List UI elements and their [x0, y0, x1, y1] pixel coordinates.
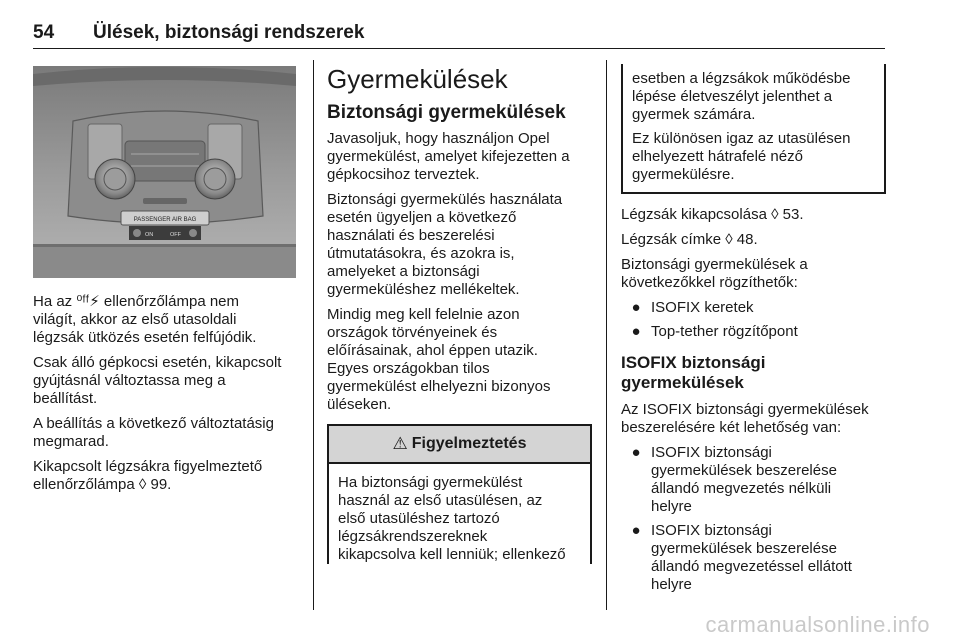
column-1: [33, 66, 298, 501]
paragraph: Javasoljuk, hogy használjon Opel gyermekülést, amelyet kifejezetten a gépkocsihoz terveztek.: [327, 130, 570, 183]
paragraph: esetben a légzsákok működésbe lépése életveszélyt jelenthet a gyermek számára.: [632, 70, 851, 123]
page-title: Ülések, biztonsági rendszerek: [93, 22, 365, 43]
column-divider: [606, 60, 607, 610]
section-heading: Gyermekülések: [327, 64, 508, 94]
list-item: ● ISOFIX keretek: [621, 299, 886, 317]
column-3: [621, 64, 886, 600]
airbag-on-text: ON: [145, 232, 154, 238]
list-item: ● Top-tether rögzítőpont: [621, 323, 886, 341]
paragraph: Ez különösen igaz az utasülésen elhelyezett hátrafelé néző gyermekülésre.: [632, 130, 851, 183]
paragraph: Biztonsági gyermekülések a következőkkel rögzíthetők:: [621, 256, 808, 291]
warning-header: [329, 426, 590, 464]
airbag-off-text: OFF: [170, 232, 181, 238]
dashboard-photo: [33, 66, 296, 278]
cross-reference-link[interactable]: Légzsák címke ◊ 48.: [621, 231, 758, 248]
column-2: [327, 64, 592, 564]
cross-reference-link[interactable]: ellenőrzőlámpa ◊ 99.: [33, 476, 172, 493]
column-divider: [313, 60, 314, 610]
bullet-icon: ●: [631, 522, 641, 539]
page-header: [33, 10, 885, 49]
subsection-heading: ISOFIX biztonsági gyermekülések: [621, 353, 766, 392]
paragraph: Ha az ⁰ᶠᶠ⚡ ellenőrzőlámpa nem világít, akkor az első utasoldali légzsák ütközés esetén felfújódik.: [33, 293, 257, 346]
paragraph: Kikapcsolt légzsákra figyelmeztető ellenőrzőlámpa ◊ 99.: [33, 458, 298, 494]
bullet-icon: ●: [631, 444, 641, 461]
bullet-icon: ●: [631, 323, 641, 340]
bullet-icon: ●: [631, 299, 641, 316]
paragraph: A beállítás a következő változtatásig megmarad.: [33, 415, 274, 450]
list-item: ● ISOFIX biztonsági gyermekülések beszerelése állandó megvezetés nélküli helyre: [621, 444, 886, 516]
list-item: ● ISOFIX biztonsági gyermekülések beszerelése állandó megvezetéssel ellátott helyre: [621, 522, 886, 594]
paragraph: Biztonsági gyermekülés használata esetén ügyeljen a következő használati és beszerelési útmutatásokra, és azokra is, amelyeket a biztonsági gyermeküléshez mellékeltek.: [327, 191, 563, 298]
airbag-label: PASSENGER AIR BAG: [133, 217, 197, 223]
warning-title: Figyelmeztetés: [411, 435, 527, 452]
page-number: 54: [33, 22, 55, 43]
paragraph: Csak álló gépkocsi esetén, kikapcsolt gyújtásnál változtassa meg a beállítást.: [33, 354, 282, 407]
cross-reference-link[interactable]: Légzsák kikapcsolása ◊ 53.: [621, 206, 804, 223]
warning-icon: ⚠: [392, 434, 408, 453]
watermark: carmanualsonline.info: [705, 612, 930, 637]
warning-box-continued: [621, 64, 886, 194]
warning-body: Ha biztonsági gyermekülést használ az első utasülésen, az első utasüléshez tartozó légzsákrendszereknek kikapcsolva kell lenniük; ellenkező: [338, 474, 566, 563]
paragraph: Az ISOFIX biztonsági gyermekülések beszerelésére két lehetőség van:: [621, 401, 869, 436]
subsection-heading: Biztonsági gyermekülések: [327, 102, 566, 123]
warning-box: [327, 424, 592, 564]
paragraph: Mindig meg kell felelnie azon országok törvényeinek és előírásainak, ahol éppen utazik. Egyes országokban tilos gyermekülést elhelyezni bizonyos üléseken.: [327, 306, 551, 413]
